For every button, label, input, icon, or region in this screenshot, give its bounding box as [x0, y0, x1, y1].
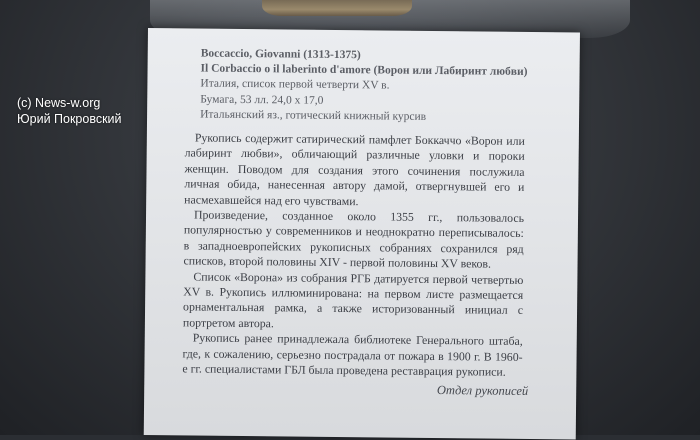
manuscript-material: Бумага, 53 лл. 24,0 х 17,0 — [200, 93, 324, 107]
manuscript-origin: Италия, список первой четверти XV в. — [200, 77, 390, 92]
department-signature: Отдел рукописей — [436, 383, 529, 399]
description-paragraph: Рукопись ранее принадлежала библиотеке Генерального штаба, где, к сожалению, серьезно пострадала от пожара в 1900 г. В 1960-е гг. специалистами ГБЛ была проведена реставрация рукописи. — [182, 330, 523, 379]
exhibit-label-card — [144, 28, 580, 440]
description-paragraph: Рукопись содержит сатирический памфлет Боккаччо «Ворон или лабиринт любви», обличающий различные уловки и пороки женщин. Поводом для создания этого сочинения послужила личная обида, нанесенная автору дамой, отвергнувшей его и насмехавшейся над его чувствами. — [184, 130, 525, 208]
description-paragraph: Список «Ворона» из собрания РГБ датируется первой четвертью XV в. Рукопись иллюминирована: на первом листе размещается орнаментальная рамка, а также историзованный инициал с портретом автора. — [182, 269, 524, 331]
watermark — [17, 95, 122, 127]
label-description — [182, 130, 525, 380]
description-paragraph: Произведение, созданное около 1355 гг., пользовалось популярностью у современников и неоднократно переписывалось: в западноевропейских рукописных собраниях сохранился ряд списков, второй половины XIV - первой половины XV веков. — [183, 207, 525, 271]
label-header — [200, 47, 546, 127]
manuscript-script: Итальянский яз., готический книжный курсив — [200, 108, 427, 123]
manuscript-author: Boccaccio, Giovanni (1313-1375) — [200, 47, 361, 62]
manuscript-title: Il Corbaccio o il laberinto d'amore (Ворон или Лабиринт любви) — [200, 62, 528, 79]
exhibit-object-edge — [262, 0, 412, 16]
watermark-author: Юрий Покровский — [17, 112, 122, 126]
watermark-site: (c) News-w.org — [17, 96, 101, 110]
